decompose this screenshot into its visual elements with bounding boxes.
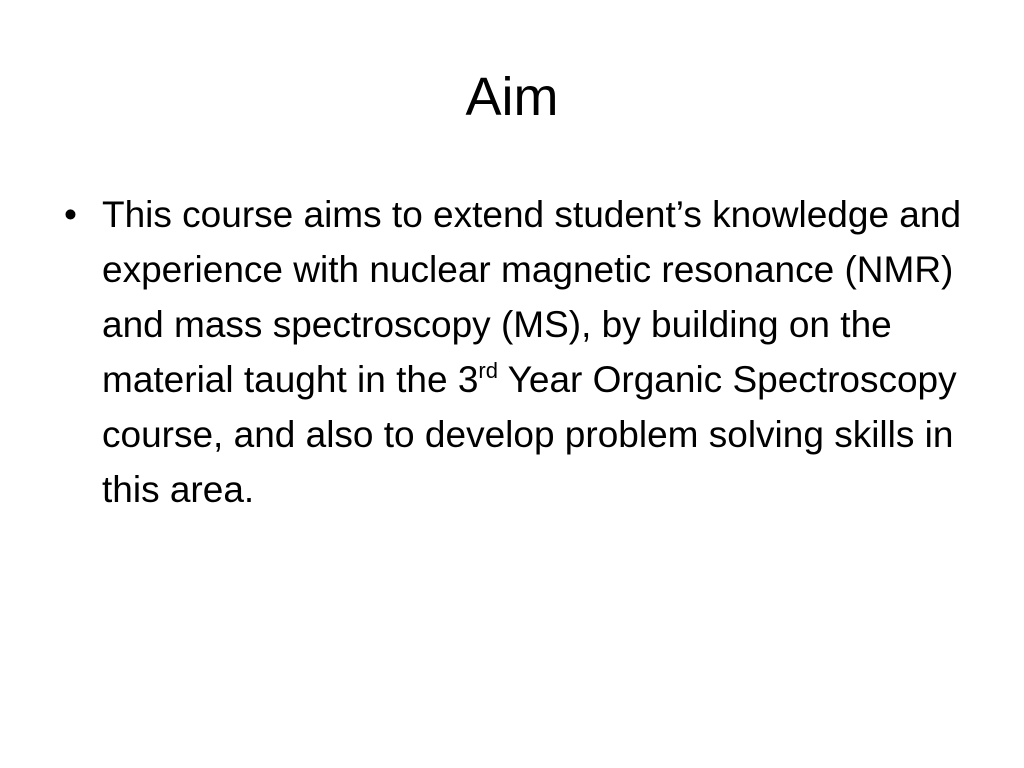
- ordinal-superscript: rd: [478, 358, 498, 383]
- bullet-text: [102, 187, 964, 517]
- bullet-text-part2: Year Organic Spectroscopy course, and also to develop problem solving skills in this area.: [102, 359, 957, 510]
- bullet-item: [64, 187, 964, 517]
- bullet-text-part1: This course aims to extend student’s knowledge and experience with nuclear magnetic resonance (NMR) and mass spectroscopy (MS), by building on the material taught in the 3: [102, 194, 962, 400]
- bullet-list: [64, 187, 964, 517]
- bullet-icon: •: [64, 194, 77, 235]
- slide-title: Aim: [465, 67, 559, 127]
